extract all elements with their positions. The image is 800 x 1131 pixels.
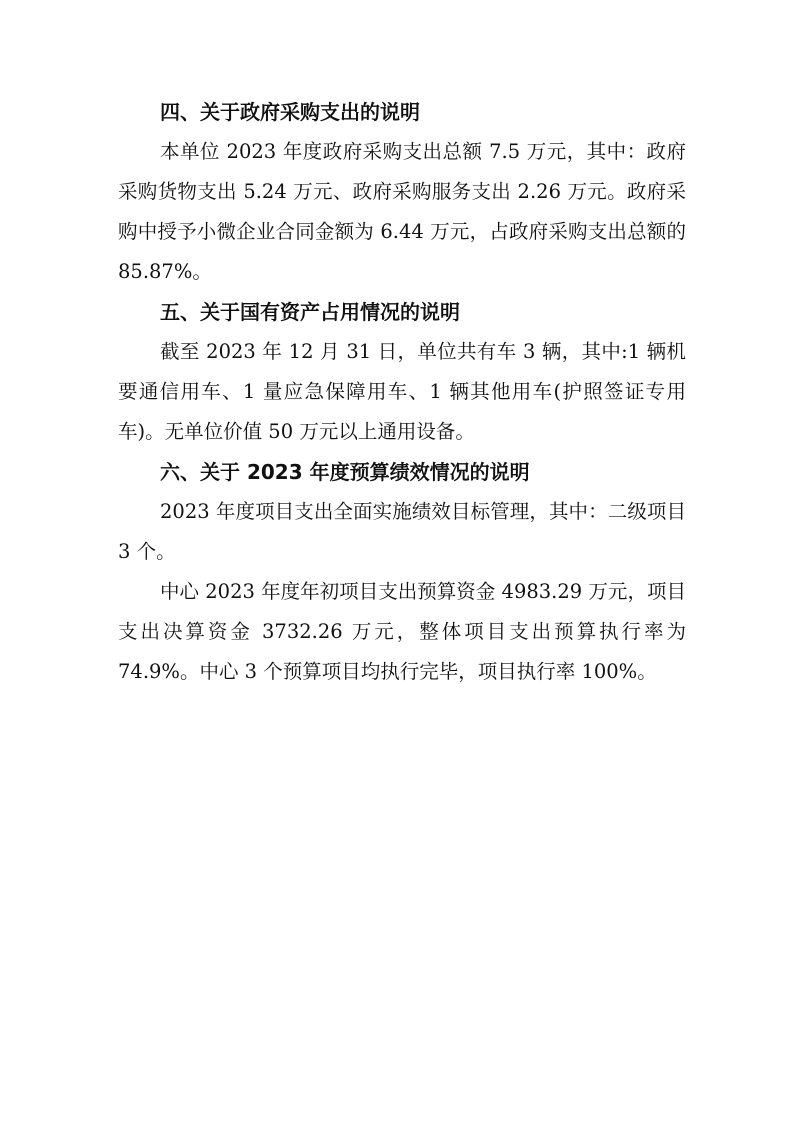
section-government-procurement [118,92,686,292]
section-state-assets [118,292,686,452]
section-heading: 五、关于国有资产占用情况的说明 [160,300,460,324]
document-body [118,92,686,692]
paragraph: 2023 年度项目支出全面实施绩效目标管理，其中：二级项目 3 个。 [118,500,686,563]
paragraph: 截至 2023 年 12 月 31 日，单位共有车 3 辆，其中:1 辆机要通信用车、1 量应急保障用车、1 辆其他用车(护照签证专用车)。无单位价值 50 万元以上通用设备。 [118,340,686,443]
paragraph: 中心 2023 年度年初项目支出预算资金 4983.29 万元，项目支出决算资金 3732.26 万元，整体项目支出预算执行率为 74.9%。中心 3 个预算项目均执行完毕，项目执行率 100%。 [118,580,686,683]
section-heading: 六、关于 2023 年度预算绩效情况的说明 [160,460,530,484]
section-heading: 四、关于政府采购支出的说明 [160,100,420,124]
section-budget-performance [118,452,686,692]
paragraph: 本单位 2023 年度政府采购支出总额 7.5 万元，其中：政府采购货物支出 5.24 万元、政府采购服务支出 2.26 万元。政府采购中授予小微企业合同金额为 6.44 万元，占政府采购支出总额的 85.87%。 [118,140,686,283]
